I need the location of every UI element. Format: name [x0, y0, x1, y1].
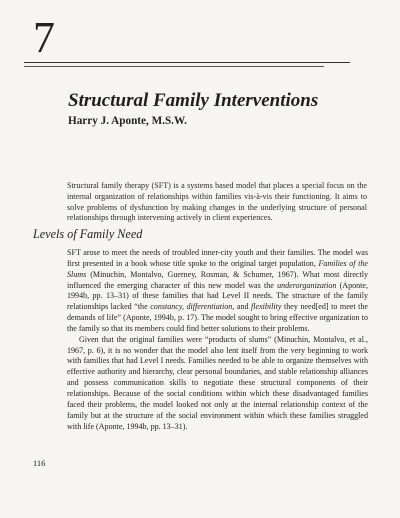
chapter-abstract: Structural family therapy (SFT) is a systems based model that places a special focus on the internal organization of relationships within families vis-à-vis their functioning. It aims to solve problems of dysfunction by making changes in the underlying structure of personal relationships through intervening actively in client experiences. [67, 181, 367, 223]
section-heading: Levels of Family Need [33, 227, 143, 241]
paragraph-text: they need[ed] to meet the demands of life” (Aponte, 1994b, p. 17). The model sought to bring effective organization to the family so that its members could find better solutions to their problems. [67, 302, 368, 333]
emphasized-term: underorganization [277, 280, 337, 290]
body-paragraph-2: Given that the original families were “products of slums” (Minuchin, Montalvo, et al., 1967, p. 6), it is no wonder that the model also lent itself from the very beginning to work with families that had Level I needs. Families needed to be able to organize themselves with effective authority and hierarchy, clear personal boundaries, and stable relationship alliances and possess communication skills to negotiate these structural components of their relationships. Because of the social conditions within which these disadvantaged families faced their problems, the model looked not only at the internal relationship context of the family but at the structure of the social environment within which these families struggled with life (Aponte, 1994b, pp. 13–31). [67, 334, 368, 431]
book-title-citation: Families of the Slums [67, 258, 368, 279]
emphasized-term: constancy, differentiation, [150, 302, 235, 312]
chapter-title: Structural Family Interventions [68, 90, 319, 111]
paragraph-text: SFT arose to meet the needs of troubled inner-city youth and their families. The model was first presented in a book whose title spoke to the original target population, [67, 248, 368, 268]
chapter-rule-bottom [24, 66, 324, 67]
emphasized-term: flexibility [251, 302, 282, 312]
page-number: 116 [33, 458, 46, 468]
paragraph-text: (Minuchin, Montalvo, Guerney, Rosman, & Schumer, 1967). What most directly influenced the emerging character of this new model was the [67, 269, 368, 290]
body-paragraph-1 [67, 248, 368, 335]
chapter-author: Harry J. Aponte, M.S.W. [68, 115, 187, 127]
chapter-rule-top [24, 62, 350, 63]
paragraph-text: and [234, 302, 252, 312]
paragraph-text: (Aponte, 1994b, pp. 13–31) of these families that had Level II needs. The structure of the family relationships lacked “the [67, 280, 368, 312]
chapter-number: 7 [33, 13, 55, 62]
section-body [67, 248, 368, 432]
